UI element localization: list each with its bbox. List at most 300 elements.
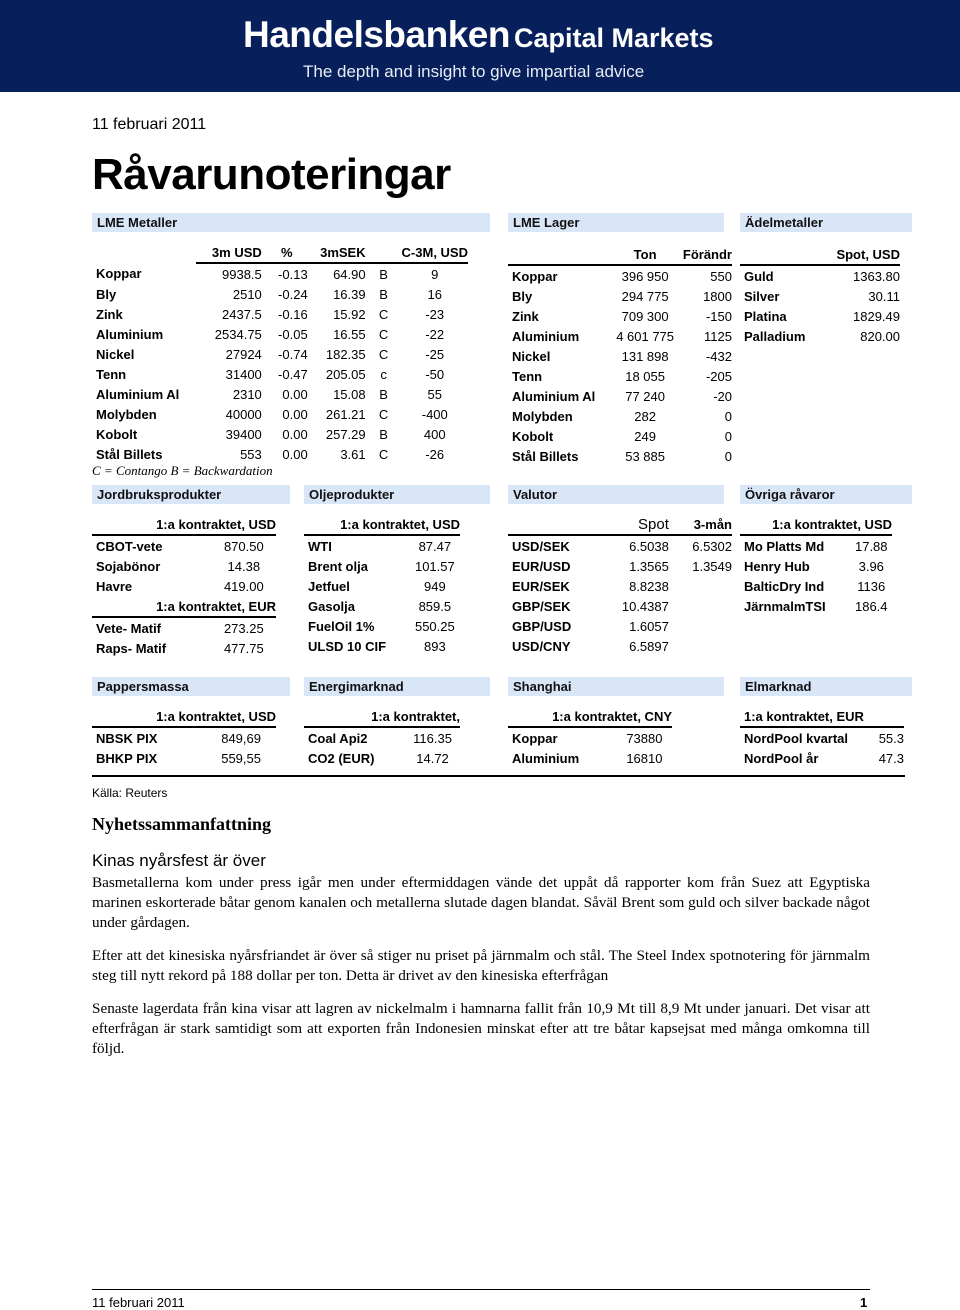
lme-metaller-section — [92, 213, 490, 464]
subheader-usd: 1:a kontraktet, USD — [92, 514, 276, 535]
column-header-change: Förändr — [679, 244, 732, 265]
stock-ton: 4 601 775 — [616, 328, 675, 344]
price-sek: 182.35 — [325, 346, 366, 362]
product-name: Aluminium — [512, 750, 580, 766]
product-name: Gasolja — [308, 598, 355, 614]
spread-usd: -23 — [425, 306, 445, 322]
stock-change: 0 — [724, 428, 732, 444]
column-header-pct: % — [262, 242, 308, 263]
change-pct: -0.13 — [278, 266, 308, 282]
elmarknad-table — [740, 706, 904, 768]
pappersmassa-table — [92, 706, 276, 768]
ovriga-section — [740, 485, 912, 616]
source-note: Källa: Reuters — [92, 786, 168, 800]
table-row — [92, 617, 276, 638]
spread-usd: 16 — [427, 286, 442, 302]
price: 559,55 — [221, 750, 261, 766]
valutor-table — [508, 514, 732, 656]
price: 16810 — [626, 750, 663, 766]
product-name: Havre — [96, 578, 133, 594]
subheader-eur: 1:a kontraktet, EUR — [740, 706, 904, 727]
price-sek: 257.29 — [325, 426, 366, 442]
contango-flag: C — [378, 446, 389, 462]
section-heading: Elmarknad — [740, 677, 912, 696]
table-row — [508, 426, 732, 446]
price-usd: 27924 — [225, 346, 262, 362]
brand-sub: Capital Markets — [513, 23, 714, 53]
table-row — [304, 535, 460, 556]
stock-change: 0 — [724, 408, 732, 424]
commodity-name: Bly — [512, 288, 533, 304]
change-pct: 0.00 — [282, 386, 308, 402]
section-heading: Övriga råvaror — [740, 485, 912, 504]
energi-section — [304, 677, 490, 768]
table-row — [740, 286, 900, 306]
column-header-spot: Spot — [602, 514, 669, 535]
product-name: CBOT-vete — [96, 538, 163, 554]
brand-tagline: The depth and insight to give impartial advice — [303, 62, 645, 81]
stock-ton: 282 — [634, 408, 656, 424]
price: 73880 — [626, 730, 663, 746]
table-row — [92, 424, 468, 444]
product-name: NBSK PIX — [96, 730, 158, 746]
section-heading: Energimarknad — [304, 677, 490, 696]
price: 477.75 — [223, 640, 264, 656]
table-header-row — [508, 244, 732, 265]
commodity-name: Nickel — [512, 348, 551, 364]
table-row — [740, 727, 904, 748]
product-name: CO2 (EUR) — [308, 750, 375, 766]
commodity-name: Koppar — [96, 266, 142, 281]
table-row — [508, 346, 732, 366]
commodity-name: Molybden — [96, 406, 157, 422]
subheader-row — [508, 706, 672, 727]
spread-usd: -50 — [425, 366, 445, 382]
subheader-row — [740, 706, 904, 727]
commodity-name: Stål Billets — [96, 446, 163, 462]
spread-usd: 9 — [431, 266, 439, 282]
table-row — [92, 284, 468, 304]
price: 14.72 — [416, 750, 449, 766]
ovriga-table — [740, 514, 892, 616]
currency-pair: EUR/SEK — [512, 578, 570, 594]
metal-name: Platina — [744, 308, 787, 324]
subheader-row — [304, 514, 460, 535]
commodity-name: Zink — [96, 306, 123, 322]
table-row — [508, 326, 732, 346]
column-header-spot: Spot, USD — [815, 244, 900, 265]
table-row — [92, 344, 468, 364]
commodity-name: Aluminium — [512, 328, 580, 344]
table-row — [92, 364, 468, 384]
price-usd: 39400 — [225, 426, 262, 442]
price-sek: 261.21 — [325, 406, 366, 422]
header-banner — [0, 0, 960, 92]
price: 550.25 — [414, 618, 455, 634]
price-usd: 2310 — [232, 386, 262, 402]
price-sek: 3.61 — [340, 446, 366, 462]
subheader-usd: 1:a kontraktet, USD — [304, 514, 460, 535]
table-row — [740, 556, 892, 576]
commodity-name: Tenn — [512, 368, 543, 384]
column-header-spread: C-3M, USD — [398, 242, 469, 263]
table-row — [508, 366, 732, 386]
price-usd: 2437.5 — [222, 306, 262, 322]
subheader-row — [92, 596, 276, 617]
price: 101.57 — [414, 558, 455, 574]
stock-ton: 709 300 — [621, 308, 669, 324]
product-name: Brent olja — [308, 558, 368, 574]
brand-logo — [243, 14, 714, 56]
currency-pair: EUR/USD — [512, 558, 571, 574]
price: 859.5 — [418, 598, 452, 614]
jordbruk-section — [92, 485, 290, 658]
commodity-name: Aluminium Al — [512, 388, 596, 404]
product-name: Vete- Matif — [96, 620, 162, 636]
table-row — [508, 535, 732, 556]
change-pct: -0.05 — [278, 326, 308, 342]
product-name: Coal Api2 — [308, 730, 368, 746]
spot-rate: 10.4387 — [621, 598, 669, 614]
spot-price: 1363.80 — [853, 268, 900, 284]
price-sek: 15.08 — [333, 386, 366, 402]
contango-flag: B — [379, 426, 388, 442]
product-name: NordPool kvartal — [744, 730, 849, 746]
table-row — [304, 616, 460, 636]
stock-ton: 53 885 — [625, 448, 665, 464]
table-row — [304, 556, 460, 576]
spread-usd: -22 — [425, 326, 445, 342]
spread-usd: -25 — [425, 346, 445, 362]
table-row — [92, 444, 468, 464]
subheader-eur: 1:a kontraktet, EUR — [92, 596, 276, 617]
forward-3m-rate — [669, 616, 732, 636]
price-usd: 553 — [240, 446, 262, 462]
footer-date: 11 februari 2011 — [92, 1295, 185, 1310]
column-header-name — [508, 514, 602, 535]
news-heading: Nyhetssammanfattning — [92, 814, 272, 834]
spot-rate: 1.3565 — [629, 558, 669, 574]
forward-3m-rate — [669, 596, 732, 616]
product-name: Henry Hub — [744, 558, 810, 574]
table-row — [92, 404, 468, 424]
change-pct: -0.24 — [278, 286, 308, 302]
divider-rule — [92, 775, 905, 777]
adelmetaller-section — [740, 213, 912, 346]
table-header-row — [508, 514, 732, 535]
product-name: NordPool år — [744, 750, 819, 766]
product-name: Koppar — [512, 730, 558, 746]
energi-table — [304, 706, 460, 768]
contango-legend: C = Contango B = Backwardation — [92, 463, 273, 478]
valutor-section — [508, 485, 732, 656]
price-usd: 2534.75 — [214, 326, 262, 342]
stock-change: 550 — [710, 268, 732, 284]
table-row — [92, 304, 468, 324]
table-row — [304, 727, 460, 748]
section-heading: LME Metaller — [92, 213, 490, 232]
price: 3.96 — [858, 558, 884, 574]
section-heading: Shanghai — [508, 677, 724, 696]
subheader: 1:a kontraktet, — [304, 706, 460, 727]
section-heading: Oljeprodukter — [304, 485, 490, 504]
stock-ton: 396 950 — [621, 268, 669, 284]
price: 47.3 — [878, 750, 904, 766]
product-name: ULSD 10 CIF — [308, 638, 387, 654]
product-name: Jetfuel — [308, 578, 350, 594]
commodity-name: Molybden — [512, 408, 573, 424]
price-sek: 15.92 — [333, 306, 366, 322]
column-header-3m: 3-mån — [669, 514, 732, 535]
product-name: Raps- Matif — [96, 640, 167, 656]
price-usd: 9938.5 — [222, 266, 262, 282]
table-row — [508, 265, 732, 286]
table-row — [740, 326, 900, 346]
stock-change: -20 — [713, 388, 732, 404]
news-paragraph: Senaste lagerdata från kina visar att lagren av nickelmalm i hamnarna fallit från 10,9 Mt till 8,9 Mt under januari. Det visar att efterfrågan är stark samtidigt som att exporten från Indonesien minskat efter att tre båtar kapsejsat med många omkomna till följd. — [92, 1000, 870, 1057]
commodity-name: Kobolt — [96, 426, 138, 442]
table-row — [740, 576, 892, 596]
section-heading: Jordbruksprodukter — [92, 485, 290, 504]
stock-ton: 18 055 — [625, 368, 665, 384]
contango-flag: B — [379, 286, 388, 302]
brand-main: Handelsbanken — [243, 14, 510, 55]
price: 14.38 — [227, 558, 261, 574]
metal-name: Silver — [744, 288, 780, 304]
forward-3m-rate — [669, 576, 732, 596]
price-usd: 31400 — [225, 366, 262, 382]
table-row — [92, 384, 468, 404]
product-name: JärnmalmTSI — [744, 598, 826, 614]
adelmetaller-table — [740, 244, 900, 346]
shanghai-table — [508, 706, 672, 768]
jordbruk-table — [92, 514, 276, 658]
spread-usd: 55 — [427, 386, 442, 402]
table-row — [304, 636, 460, 656]
footer-rule — [92, 1289, 870, 1290]
metal-name: Guld — [744, 268, 774, 284]
metal-name: Palladium — [744, 328, 806, 344]
price-sek: 205.05 — [325, 366, 366, 382]
subheader-cny: 1:a kontraktet, CNY — [508, 706, 672, 727]
section-heading: Pappersmassa — [92, 677, 290, 696]
column-header-sek: 3mSEK — [308, 242, 366, 263]
commodity-name: Zink — [512, 308, 539, 324]
spread-usd: -400 — [421, 406, 448, 422]
table-row — [92, 727, 276, 748]
price: 273.25 — [223, 620, 264, 636]
column-header-name — [740, 244, 815, 265]
table-row — [508, 636, 732, 656]
subheader-row — [740, 514, 892, 535]
table-row — [304, 748, 460, 768]
price-usd: 40000 — [225, 406, 262, 422]
table-row — [740, 748, 904, 768]
forward-3m-rate — [669, 636, 732, 656]
change-pct: -0.16 — [278, 306, 308, 322]
table-row — [508, 286, 732, 306]
olje-section — [304, 485, 490, 656]
contango-flag: B — [379, 266, 388, 282]
pappersmassa-section — [92, 677, 290, 768]
currency-pair: GBP/SEK — [512, 598, 571, 614]
product-name: FuelOil 1% — [308, 618, 375, 634]
contango-flag: c — [380, 366, 387, 382]
table-row — [92, 535, 276, 556]
price: 849,69 — [221, 730, 261, 746]
subheader-usd: 1:a kontraktet, USD — [92, 706, 276, 727]
forward-3m-rate: 1.3549 — [692, 558, 732, 574]
price-usd: 2510 — [232, 286, 262, 302]
commodity-name: Koppar — [512, 268, 558, 284]
spread-usd: 400 — [423, 426, 446, 442]
section-heading: Valutor — [508, 485, 724, 504]
stock-ton: 249 — [634, 428, 656, 444]
price: 186.4 — [854, 598, 888, 614]
price: 893 — [424, 638, 446, 654]
lme-metaller-table — [92, 242, 468, 464]
commodity-name: Aluminium — [96, 326, 164, 342]
table-row — [508, 576, 732, 596]
table-row — [508, 306, 732, 326]
subheader-row — [92, 706, 276, 727]
column-header-usd: 3m USD — [196, 242, 262, 263]
news-paragraph: Basmetallerna kom under press igår men under eftermiddagen vände det uppåt då rapporter kom från Suez att Egyptiska marinen eskorterade båtar genom kanalen och metallerna slutade dagen blandat. Såväl Brent som guld och silver backade något under gårdagen. — [92, 874, 870, 931]
table-row — [740, 306, 900, 326]
table-row — [508, 386, 732, 406]
page-number: 1 — [860, 1295, 868, 1310]
subheader-usd: 1:a kontraktet, USD — [740, 514, 892, 535]
table-row — [508, 727, 672, 748]
price-sek: 64.90 — [333, 266, 366, 282]
change-pct: -0.74 — [278, 346, 308, 362]
stock-change: 1125 — [704, 328, 732, 344]
change-pct: 0.00 — [282, 406, 308, 422]
stock-change: 1800 — [703, 288, 732, 304]
subheader-row — [92, 514, 276, 535]
commodity-name: Tenn — [96, 366, 127, 382]
price-sek: 16.55 — [333, 326, 366, 342]
price: 87.47 — [418, 538, 452, 554]
table-row — [92, 638, 276, 658]
table-row — [92, 748, 276, 768]
stock-ton: 77 240 — [625, 388, 665, 404]
stock-change: -150 — [705, 308, 732, 324]
stock-ton: 131 898 — [621, 348, 669, 364]
olje-table — [304, 514, 460, 656]
table-row — [92, 263, 468, 284]
table-row — [508, 556, 732, 576]
table-row — [508, 446, 732, 466]
table-row — [92, 324, 468, 344]
product-name: BHKP PIX — [96, 750, 158, 766]
price-sek: 16.39 — [333, 286, 366, 302]
column-header-cb — [366, 242, 398, 263]
currency-pair: USD/SEK — [512, 538, 570, 554]
spot-rate: 6.5038 — [629, 538, 669, 554]
forward-3m-rate: 6.5302 — [692, 538, 732, 554]
contango-flag: C — [378, 346, 389, 362]
commodity-name: Bly — [96, 286, 117, 302]
currency-pair: GBP/USD — [512, 618, 572, 634]
commodity-name: Nickel — [96, 346, 135, 362]
table-row — [740, 265, 900, 286]
news-paragraph: Efter att det kinesiska nyårsfriandet är över så stiger nu priset på järnmalm och stål. The Steel Index spotnotering för järnmalm steg till nytt rekord på 188 dollar per ton. Detta är drivet av den kinesiska efterfrågan — [92, 947, 870, 984]
price: 1136 — [857, 578, 886, 594]
stock-change: -432 — [705, 348, 732, 364]
table-row — [508, 748, 672, 768]
table-row — [740, 596, 892, 616]
change-pct: 0.00 — [282, 426, 308, 442]
report-date: 11 februari 2011 — [92, 116, 207, 133]
contango-flag: C — [378, 306, 389, 322]
commodity-name: Stål Billets — [512, 448, 579, 464]
product-name: BalticDry Ind — [744, 578, 825, 594]
price: 17.88 — [854, 538, 888, 554]
lme-lager-table — [508, 244, 732, 466]
table-row — [740, 535, 892, 556]
price: 870.50 — [223, 538, 264, 554]
spot-price: 1829.49 — [853, 308, 900, 324]
price: 116.35 — [413, 730, 452, 746]
table-header-row — [740, 244, 900, 265]
spread-usd: -26 — [425, 446, 445, 462]
product-name: Sojabönor — [96, 558, 161, 574]
subheader-row — [304, 706, 460, 727]
section-heading: LME Lager — [508, 213, 724, 232]
table-row — [304, 596, 460, 616]
commodity-name: Kobolt — [512, 428, 554, 444]
commodity-name: Aluminium Al — [96, 386, 180, 402]
section-heading: Ädelmetaller — [740, 213, 912, 232]
table-row — [508, 596, 732, 616]
table-header-row — [92, 242, 468, 263]
product-name: WTI — [308, 538, 332, 554]
contango-flag: C — [378, 326, 389, 342]
currency-pair: USD/CNY — [512, 638, 571, 654]
page-title: Råvarunoteringar — [92, 150, 451, 199]
news-subheading: Kinas nyårsfest är över — [92, 851, 266, 870]
shanghai-section — [508, 677, 724, 768]
product-name: Mo Platts Md — [744, 538, 825, 554]
column-header-name — [508, 244, 607, 265]
table-row — [92, 576, 276, 596]
change-pct: 0.00 — [282, 446, 308, 462]
spot-rate: 8.8238 — [629, 578, 669, 594]
column-header-ton: Ton — [607, 244, 679, 265]
price: 419.00 — [223, 578, 264, 594]
spot-rate: 6.5897 — [629, 638, 669, 654]
price: 949 — [424, 578, 446, 594]
column-header-name — [92, 242, 196, 263]
price: 55.3 — [878, 730, 904, 746]
change-pct: -0.47 — [278, 366, 308, 382]
stock-change: -205 — [705, 368, 732, 384]
spot-rate: 1.6057 — [629, 618, 669, 634]
table-row — [304, 576, 460, 596]
spot-price: 820.00 — [860, 328, 900, 344]
spot-price: 30.11 — [868, 288, 900, 304]
table-row — [92, 556, 276, 576]
stock-change: 0 — [724, 448, 732, 464]
table-row — [508, 406, 732, 426]
contango-flag: C — [378, 406, 389, 422]
lme-lager-section — [508, 213, 732, 466]
contango-flag: B — [379, 386, 388, 402]
elmarknad-section — [740, 677, 912, 768]
table-row — [508, 616, 732, 636]
stock-ton: 294 775 — [621, 288, 669, 304]
